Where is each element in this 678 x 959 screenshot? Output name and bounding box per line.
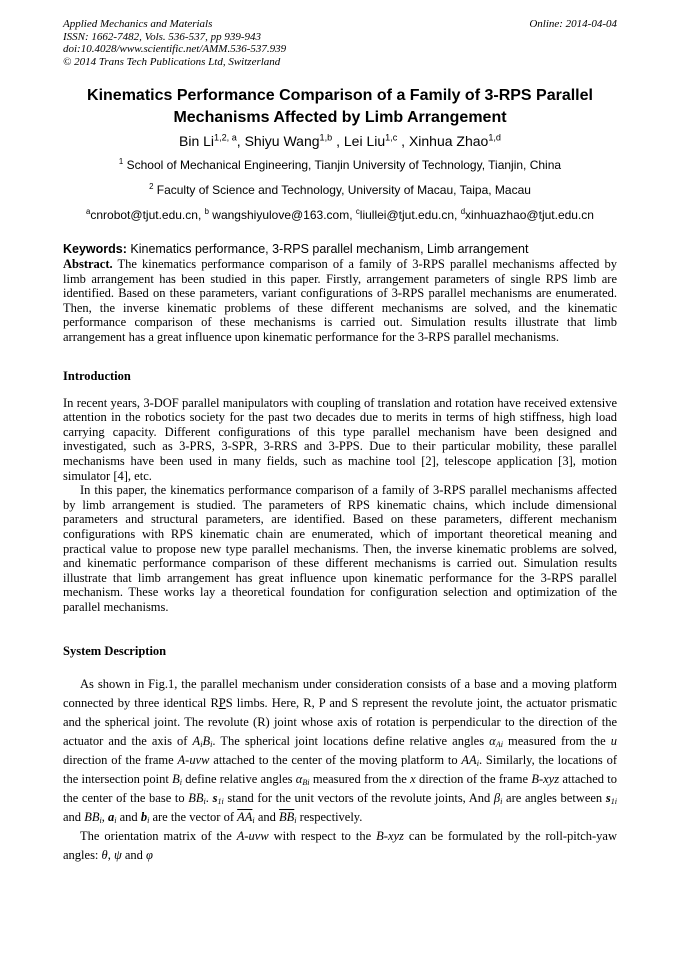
issn-line: ISSN: 1662-7482, Vols. 536-537, pp 939-943 [63, 30, 261, 43]
doi-line: doi:10.4028/www.scientific.net/AMM.536-537.939 [63, 43, 287, 55]
online-date: Online: 2014-04-04 [529, 18, 617, 30]
author-emails: $^a$cnrobot@tjut.edu.cn, $^b$ wangshiyulove@163.com, $^c$liullei@tjut.edu.cn, $^d$xinhuazhao@tjut.edu.cn [86, 207, 594, 222]
system-description-paragraph-2: The orientation matrix of the A-uvw with respect to the B-xyz can be formulated by the roll-pitch-yaw angles: θ, ψ and φ [63, 829, 617, 863]
introduction-paragraph-2: In this paper, the kinematics performance comparison of a family of 3-RPS parallel mechanisms affected by limb arrangement is studied. The parameters of RPS kinematic chains, which include dimensional parameters and structural parameters, are identified. Based on these parameters, different mechanism configurations with RPS kinematic chain are enumerated, which of important theoretical meaning and practical value to propose new type parallel mechanisms. Then, the inverse kinematic problems are solved, and kinematic performance comparison of these different mechanisms is carried out. Simulation results illustrate that limb arrangement has great influence upon kinematic performance for the 3-RPS parallel mechanism. These works lay a theoretical foundation for configuration selection and optimization of the parallel mechanisms. [63, 483, 617, 614]
section-heading-introduction: Introduction [63, 368, 131, 383]
abstract-paragraph: Abstract. The kinematics performance comparison of a family of 3-RPS parallel mechanisms affected by limb arrangement has been studied in this paper. Firstly, arrangement parameters of single RPS limb are identified. Based on these parameters, variant configurations of 3-RPS parallel mechanisms are enumerated. Then, the inverse kinematic problems of these different mechanisms are solved, and the kinematic performance comparison of these mechanisms is carried out. Simulation results illustrate that limb arrangement has a great influence upon kinematic performance for the 3-RPS parallel mechanisms. [63, 257, 617, 344]
authors-line: Bin Li$^{1,2, a}$, Shiyu Wang$^{1,b}$ , Lei Liu$^{1,c}$ , Xinhua Zhao$^{1,d}$ [179, 132, 501, 149]
copyright-line: © 2014 Trans Tech Publications Ltd, Switzerland [63, 55, 281, 68]
introduction-paragraph-1: In recent years, 3-DOF parallel manipulators with coupling of translation and rotation have received extensive attention in the robotics society for the past two decades due to merits in terms of high stiffness, high load carrying capacity. Different configurations of this type parallel mechanism have been designed and investigated, such as 3-PRS, 3-SPR, 3-RRS and 3-PPS. Due to their particular mobility, these parallel mechanisms have been used in many fields, such as machine tool [2], telescope application [3], motion simulator [4], etc. [63, 395, 617, 483]
system-description-paragraph-1: As shown in Fig.1, the parallel mechanism under consideration consists of a base and a moving platform connected by three identical RPS limbs. Here, R, P and S represent the revolute joint, the actuator prismatic and the spherical joint. The revolute (R) joint whose axis of rotation is perpendicular to the direction of the actuator and the axis of AiBi. The spherical joint locations define relative angles αAi measured from the u direction of the frame A-uvw attached to the center of the moving platform to AAi. Similarly, the locations of the intersection point Bi define relative angles αBi measured from the x direction of the frame B-xyz attached to the center of the base to BBi. s1i stand for the unit vectors of the revolute joints, And βi are angles between s1i and BBi, ai and bi are the vector of $\overline{AA}i$ and $\overline{BB}i$ respectively. [63, 677, 618, 826]
journal-header [63, 18, 617, 68]
affiliation-1: $^1$ School of Mechanical Engineering, Tianjin University of Technology, Tianjin, China [118, 157, 562, 172]
journal-name: Applied Mechanics and Materials [63, 18, 213, 30]
section-heading-system-description: System Description [63, 644, 167, 659]
affiliation-2: $^2$ Faculty of Science and Technology, University of Macau, Taipa, Macau [149, 182, 531, 197]
keywords-line: Keywords: Kinematics performance, 3-RPS parallel mechanism, Limb arrangement [63, 242, 529, 256]
paper-title: Kinematics Performance Comparison of a Family of 3-RPS Parallel Mechanisms Affected by Limb Arrangement [87, 87, 593, 126]
journal-header-left [63, 18, 286, 68]
